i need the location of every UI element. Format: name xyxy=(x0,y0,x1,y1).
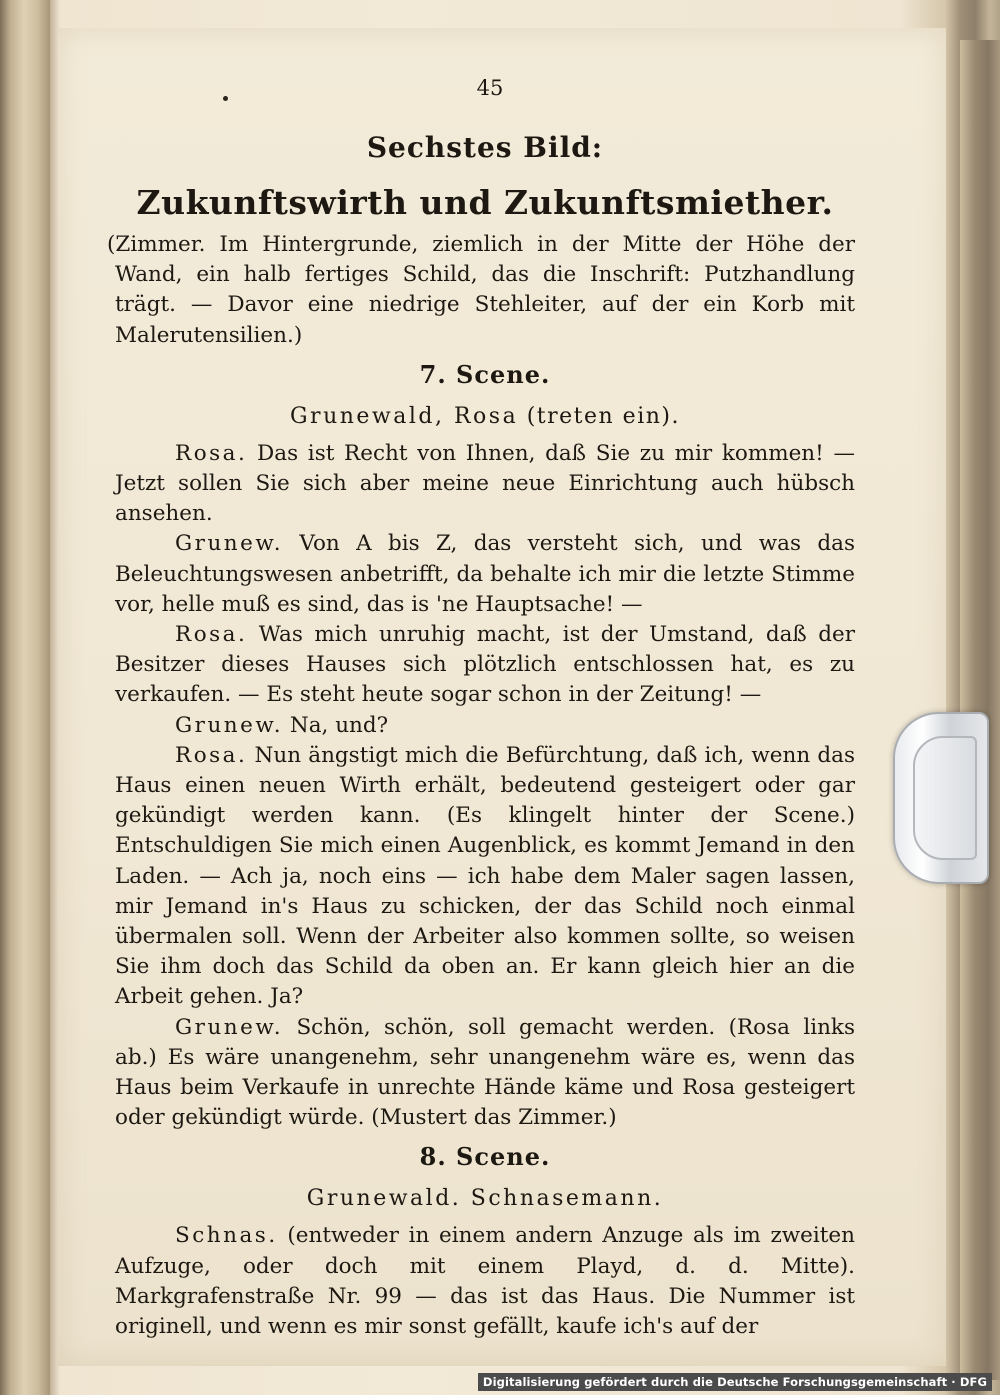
page-clip-inner xyxy=(913,736,977,860)
book-edge xyxy=(960,40,1000,1380)
scene-8-persons xyxy=(115,1179,855,1219)
act-title: Sechstes Bild: xyxy=(366,131,604,164)
line-text: Von A bis Z, das versteht sich, und was das Beleuchtungswesen anbetrifft, da behalte ich mir die letzte Stimme vor, helle muß es sind, das is 'ne Hauptsache! — xyxy=(115,531,855,617)
scene-7-dialogue xyxy=(115,439,855,1134)
scene-8-persons-names: Grunewald. Schnasemann. xyxy=(306,1186,664,1212)
line-text: Das ist Recht von Ihnen, daß Sie zu mir kommen! — Jetzt sollen Sie sich aber meine neue Einrichtung auch hübsch ansehen. xyxy=(115,440,855,527)
dialogue-line xyxy=(115,439,855,530)
page-number: 45 xyxy=(476,76,504,100)
digitization-footer: Digitalisierung gefördert durch die Deutsche Forschungsgemeinschaft · DFG xyxy=(478,1373,992,1391)
speaker-name: Rosa. xyxy=(175,622,248,648)
speaker-name: Rosa. xyxy=(175,440,248,466)
line-text: (entweder in einem andern Anzuge als im zweiten Aufzuge, oder doch mit einem Playd, d. d. Mitte). Markgrafenstraße Nr. 99 — das ist das Haus. Die Nummer ist originell, und wenn es mir sonst gefällt, kaufe ich's auf der xyxy=(115,1223,855,1340)
speaker-name: Grunew. xyxy=(175,531,284,557)
page-clip xyxy=(893,712,989,884)
stage-direction: (Zimmer. Im Hintergrunde, ziemlich in der Mitte der Höhe der Wand, ein halb fertiges Schild, das die Inschrift: Putzhandlung trägt. — Davor eine niedrige Stehleiter, auf der ein Korb mit Malerutensilien.) xyxy=(107,232,855,348)
scene-8-dialogue xyxy=(115,1221,855,1342)
line-text: Was mich unruhig macht, ist der Umstand, daß der Besitzer dieses Hauses sich plötzlich entschlossen hat, es zu verkaufen. — Es steht heute sogar schon in der Zeitung! — xyxy=(115,622,855,708)
dialogue-line xyxy=(115,1221,855,1342)
line-text: Schön, schön, soll gemacht werden. (Rosa links ab.) Es wäre unangenehm, sehr unangenehm wäre es, wenn das Haus beim Verkaufe in unrechte Hände käme und Rosa gesteigert oder gekündigt würde. (Mustert das Zimmer.) xyxy=(115,1014,855,1131)
scene-7-persons xyxy=(115,397,855,437)
dialogue-line xyxy=(115,741,855,1013)
dialogue-line xyxy=(115,529,855,620)
dialogue-line xyxy=(115,620,855,711)
scene-7-heading: 7. Scene. xyxy=(419,359,551,389)
page-content xyxy=(107,72,855,1342)
speaker-name: Schnas. xyxy=(175,1223,278,1249)
speaker-name: Grunew. xyxy=(175,712,284,738)
scene-8-heading: 8. Scene. xyxy=(419,1142,551,1172)
facing-page-edge xyxy=(0,0,50,1395)
scene-7-persons-direction: (treten ein). xyxy=(526,403,680,429)
speaker-name: Grunew. xyxy=(175,1014,284,1040)
speaker-name: Rosa. xyxy=(175,742,248,768)
scene-7-persons-names: Grunewald, Rosa xyxy=(289,403,519,429)
dialogue-line xyxy=(115,1013,855,1134)
dialogue-line xyxy=(115,711,855,741)
line-text: Nun ängstigt mich die Befürchtung, daß ich, wenn das Haus einen neuen Wirth erhält, bedeutend gesteigert oder gar gekündigt werden kann. (Es klingelt hinter der Scene.) Entschuldigen Sie mich einen Augenblick, es kommt Jemand in den Laden. — Ach ja, noch eins — ich habe dem Maler sagen lassen, mir Jemand in's Haus zu schicken, der das Schild noch einmal übermalen soll. Wenn der Arbeiter also kommen sollte, so weisen Sie ihm doch das Schild da oben an. Er kann gleich hier an die Arbeit gehen. Ja? xyxy=(115,742,855,1010)
main-title: Zukunftswirth und Zukunftsmiether. xyxy=(136,183,834,222)
line-text: Na, und? xyxy=(289,712,389,738)
